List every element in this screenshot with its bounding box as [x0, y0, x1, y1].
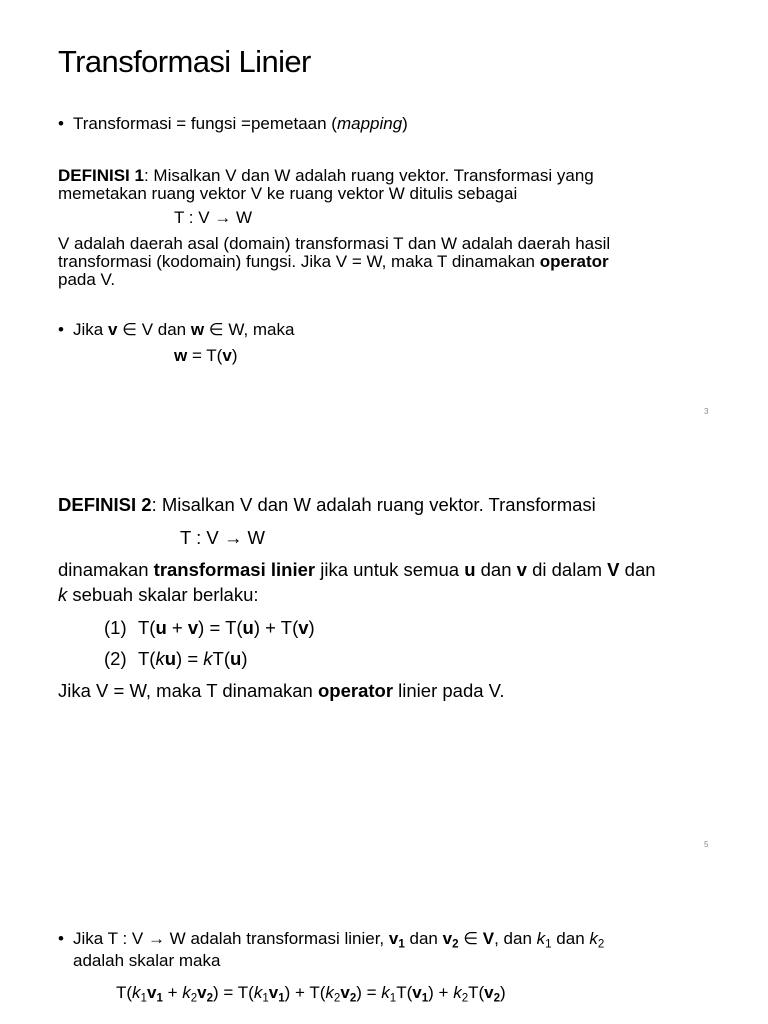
mapping-term: mapping — [336, 114, 403, 133]
in-w-text: ∈ W, maka — [204, 320, 295, 339]
definition-1-text: : Misalkan V dan W adalah ruang vektor. Transformasi yang — [143, 166, 594, 185]
definition-2-line-3 — [58, 558, 656, 582]
operator-term: operator — [317, 680, 394, 701]
vector-v: v — [222, 346, 232, 365]
page-number: 5 — [704, 840, 709, 849]
text: + — [166, 617, 188, 638]
definition-2-label: DEFINISI 2 — [58, 494, 152, 515]
text: di dalam — [526, 559, 608, 580]
formula-text: = T( — [187, 346, 223, 365]
bullet-jika — [73, 321, 294, 339]
definition-1-label: DEFINISI 1 — [58, 166, 144, 185]
definition-2-line-4 — [58, 583, 259, 607]
definition-1-line-4-text: transformasi (kodomain) fungsi. Jika V = W, maka T dinamakan — [58, 252, 540, 271]
formula-w-equals-tv — [174, 347, 238, 365]
bullet-close: ) — [402, 114, 408, 133]
text: ) = — [356, 983, 382, 1002]
text: ) = T( — [213, 983, 254, 1002]
text: ∈ — [458, 929, 483, 948]
vector-v: v — [107, 320, 118, 339]
text: + — [162, 983, 183, 1002]
condition-1 — [104, 616, 315, 640]
definition-2-closing — [58, 679, 504, 703]
bullet-text: Transformasi = fungsi =pemetaan ( — [73, 114, 337, 133]
scalar-k: k — [182, 983, 191, 1002]
text: ) + — [428, 983, 454, 1002]
text: ) — [308, 617, 315, 638]
subscript: 1 — [398, 938, 405, 951]
vector-v: v — [516, 559, 527, 580]
text: sebuah skalar berlaku: — [67, 584, 259, 605]
condition-1-number: (1) — [104, 617, 127, 638]
text: T( — [396, 983, 413, 1002]
vector-u: u — [242, 617, 254, 638]
jika-text: Jika — [73, 320, 108, 339]
scalar-k1: k — [536, 929, 546, 948]
text: T( — [116, 983, 133, 1002]
subscript: 1 — [421, 992, 429, 1005]
vector-u: u — [155, 617, 167, 638]
subscript: 1 — [278, 992, 285, 1005]
scalar-k2: k — [589, 929, 598, 948]
vector-v: v — [340, 983, 350, 1002]
vector-w: w — [190, 320, 205, 339]
subscript: 2 — [333, 992, 341, 1005]
definition-1-line-4 — [58, 253, 609, 271]
in-v-text: ∈ V dan — [117, 320, 191, 339]
definition-1-line-2: memetakan ruang vektor V ke ruang vektor W ditulis sebagai — [58, 184, 518, 203]
vector-v: v — [268, 983, 279, 1002]
scalar-k: k — [381, 983, 390, 1002]
subscript: 2 — [461, 992, 469, 1005]
text: Jika T : V → W adalah transformasi linier, — [73, 929, 389, 948]
vector-v: v — [197, 983, 207, 1002]
scalar-k: k — [132, 983, 141, 1002]
text: T( — [468, 983, 485, 1002]
text: Jika V = W, maka T dinamakan — [58, 680, 318, 701]
space-v: V — [607, 559, 620, 580]
page-number: 3 — [704, 407, 709, 416]
scalar-k: k — [253, 983, 263, 1002]
text: dan — [404, 929, 443, 948]
subscript: 2 — [206, 992, 214, 1005]
condition-2 — [104, 647, 247, 671]
scalar-k: k — [453, 983, 462, 1002]
definition-1-line-5: pada V. — [58, 270, 116, 289]
vector-u: u — [464, 559, 476, 580]
vector-v: v — [146, 983, 157, 1002]
text: , dan — [494, 929, 537, 948]
subscript: 1 — [545, 938, 552, 951]
vector-u: u — [164, 648, 177, 669]
definition-2-line-1 — [58, 493, 596, 517]
subscript: 2 — [597, 938, 605, 951]
text: linier pada V. — [393, 680, 505, 701]
text: T( — [138, 617, 156, 638]
slide-title: Transformasi Linier — [58, 44, 311, 79]
text: dan — [475, 559, 517, 580]
text: ) — [241, 648, 248, 669]
definition-2-mapping: T : V → W — [180, 527, 265, 548]
definition-1-line-3: V adalah daerah asal (domain) transformasi T dan W adalah daerah hasil — [58, 234, 611, 253]
linear-transformation-term: transformasi linier — [153, 559, 316, 580]
vector-u: u — [230, 648, 242, 669]
text: jika untuk semua — [315, 559, 465, 580]
definition-1-mapping: T : V → W — [174, 208, 253, 227]
text: dinamakan — [58, 559, 154, 580]
subscript: 2 — [349, 992, 357, 1005]
vector-v: v — [298, 617, 309, 638]
text: dan — [551, 929, 590, 948]
subscript: 1 — [262, 992, 269, 1005]
space-v: V — [482, 929, 495, 948]
bullet-linearity-line-1 — [73, 929, 605, 951]
subscript: 2 — [190, 992, 198, 1005]
definition-1-line-1 — [58, 167, 594, 185]
text: ) — [500, 983, 506, 1002]
vector-v: v — [484, 983, 494, 1002]
definition-2-text: : Misalkan V dan W adalah ruang vektor. Transformasi — [151, 494, 596, 515]
condition-2-number: (2) — [104, 648, 127, 669]
linearity-formula — [116, 983, 506, 1005]
scalar-k: k — [325, 983, 334, 1002]
text: ) = T( — [198, 617, 243, 638]
vector-w: w — [174, 346, 188, 365]
text: dan — [619, 559, 656, 580]
scalar-k: k — [203, 648, 213, 669]
scalar-k: k — [58, 584, 68, 605]
subscript: 1 — [389, 992, 397, 1005]
vector-v1: v — [388, 929, 399, 948]
bullet-transformasi — [73, 115, 408, 133]
subscript: 2 — [493, 992, 501, 1005]
vector-v2: v — [442, 929, 453, 948]
vector-v: v — [187, 617, 199, 638]
text: ) + T( — [253, 617, 299, 638]
text: ) + T( — [284, 983, 326, 1002]
scalar-k: k — [155, 648, 165, 669]
formula-close: ) — [231, 346, 238, 365]
operator-term: operator — [539, 252, 609, 271]
subscript: 1 — [156, 992, 163, 1005]
text: ) = — [176, 648, 204, 669]
vector-v: v — [412, 983, 422, 1002]
subscript: 1 — [140, 992, 147, 1005]
text: T( — [212, 648, 230, 669]
text: T( — [138, 648, 156, 669]
subscript: 2 — [452, 938, 459, 951]
bullet-linearity-line-2: adalah skalar maka — [73, 951, 221, 970]
